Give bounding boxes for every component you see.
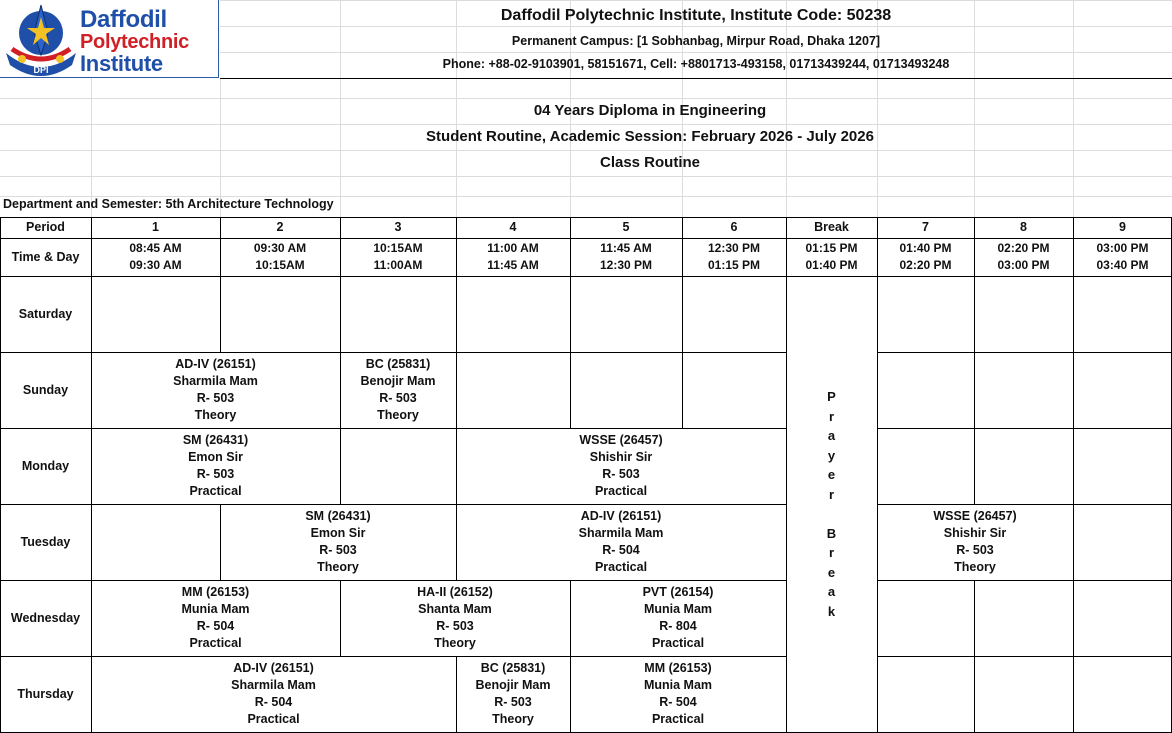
gridline [456, 78, 457, 217]
table-border-line [456, 352, 457, 428]
gridline [1073, 78, 1074, 217]
table-border-line [570, 276, 571, 352]
session-title: Student Routine, Academic Session: February 2026 - July 2026 [426, 128, 874, 145]
gridline [682, 78, 683, 217]
gridline [0, 124, 220, 125]
class-course: SM (26431) [305, 509, 371, 523]
table-border-line [1073, 276, 1074, 352]
gridline [0, 98, 220, 99]
time-end: 11:00AM [373, 258, 423, 272]
period-header-4: 4 [509, 220, 517, 234]
logo-emblem-icon [2, 3, 80, 77]
table-border-line [340, 276, 341, 352]
class-type: Theory [492, 712, 534, 726]
prayer-break-letter: a [827, 428, 836, 443]
class-course: SM (26431) [182, 433, 249, 447]
prayer-break-letter: r [828, 408, 835, 424]
day-monday: Monday [21, 458, 70, 473]
time-start: 11:45 AM [600, 241, 652, 255]
time-start: 09:30 AM [253, 241, 307, 255]
class-room: R- 804 [659, 619, 697, 633]
table-border-line [91, 276, 92, 352]
prayer-break-letter: y [827, 447, 836, 463]
department-semester: Department and Semester: 5th Architecture Technology [3, 197, 334, 211]
class-type: Practical [189, 636, 242, 650]
period-header-8: 8 [1020, 220, 1027, 234]
time-slot-4 [456, 238, 570, 276]
class-teacher: Sharmila Mam [173, 374, 258, 388]
time-day-header: Time & Day [11, 249, 80, 264]
table-border-line [877, 352, 878, 428]
class-cell [456, 504, 786, 580]
class-room: R- 503 [494, 695, 532, 709]
table-border-line [1073, 504, 1074, 580]
prayer-break-letter: B [826, 525, 837, 541]
time-end: 01:40 PM [805, 258, 858, 272]
gridline [220, 124, 1172, 125]
gridline [0, 150, 220, 151]
period-header-6: 6 [730, 220, 738, 234]
class-course: BC (25831) [365, 357, 431, 371]
class-course: AD-IV (26151) [580, 509, 662, 523]
prayer-break-letter: e [827, 467, 836, 482]
gridline [220, 52, 1172, 53]
time-start: 08:45 AM [129, 241, 182, 255]
time-start: 02:20 PM [997, 241, 1050, 255]
day-saturday: Saturday [18, 306, 73, 321]
gridline [786, 78, 787, 217]
time-end: 11:45 AM [487, 258, 539, 272]
class-course: MM (26153) [644, 661, 712, 675]
prayer-break-letter: r [828, 545, 835, 560]
class-teacher: Shanta Mam [418, 602, 492, 616]
class-cell [220, 504, 456, 580]
table-border-line [1073, 352, 1074, 428]
time-start: 03:00 PM [1096, 241, 1149, 255]
class-type: Practical [651, 636, 705, 650]
class-cell [456, 428, 786, 504]
gridline [0, 176, 220, 177]
table-border-line [877, 580, 878, 656]
time-start: 12:30 PM [707, 241, 761, 255]
table-border-line [974, 580, 975, 656]
time-slot-3 [340, 238, 456, 276]
logo-text-institute: Institute [80, 51, 163, 76]
prayer-break-letter: r [828, 486, 835, 502]
time-start: 11:00 AM [487, 241, 539, 255]
gridline [220, 0, 1172, 1]
routine-title: Class Routine [599, 154, 701, 171]
class-type: Theory [194, 408, 237, 422]
gridline [974, 78, 975, 217]
day-wednesday: Wednesday [10, 610, 81, 625]
period-header-3: 3 [394, 220, 402, 234]
time-end: 09:30 AM [129, 258, 182, 272]
time-slot-5 [570, 238, 682, 276]
class-cell [877, 504, 1073, 580]
day-sunday: Sunday [22, 382, 69, 397]
table-border-line [220, 276, 221, 352]
time-end: 10:15AM [255, 258, 305, 272]
class-course: BC (25831) [480, 661, 546, 675]
time-slot-7 [877, 238, 974, 276]
prayer-break-letter: k [827, 603, 836, 619]
class-type: Theory [434, 636, 476, 650]
time-slot-1 [91, 238, 220, 276]
table-border-line [682, 352, 683, 428]
day-thursday: Thursday [17, 686, 74, 701]
class-room: R- 503 [956, 543, 994, 557]
class-room: R- 504 [602, 543, 640, 557]
table-border-line [340, 428, 341, 504]
time-slot-break [786, 238, 877, 276]
logo-text-polytechnic: Polytechnic [80, 31, 189, 53]
class-room: R- 504 [254, 695, 293, 709]
table-border-line [974, 656, 975, 732]
time-start: 10:15AM [373, 241, 423, 255]
time-start: 01:15 PM [805, 241, 858, 255]
gridline [220, 26, 1172, 27]
table-border-line [877, 428, 878, 504]
time-end: 03:40 PM [1096, 258, 1149, 272]
table-border-line [877, 656, 878, 732]
time-end: 01:15 PM [707, 258, 761, 272]
table-border-line [1073, 656, 1074, 732]
gridline [220, 150, 1172, 151]
time-end: 03:00 PM [997, 258, 1050, 272]
table-border-line [456, 276, 457, 352]
time-slot-8 [974, 238, 1073, 276]
time-slot-9 [1073, 238, 1172, 276]
institute-logo [0, 0, 219, 78]
table-border-line [220, 78, 1172, 79]
prayer-break-letter: e [827, 564, 836, 580]
table-border-line [877, 352, 1172, 353]
table-border-line [877, 656, 1172, 657]
table-border-line [1073, 428, 1074, 504]
period-header-2: 2 [276, 220, 284, 234]
class-type: Practical [594, 484, 648, 498]
time-slot-2 [220, 238, 340, 276]
day-tuesday: Tuesday [20, 534, 71, 549]
period-header: Period [26, 220, 65, 234]
class-teacher: Sharmila Mam [578, 526, 664, 540]
table-border-line [682, 276, 683, 352]
time-end: 02:20 PM [899, 258, 952, 272]
campus-address: Permanent Campus: [1 Sobhanbag, Mirpur Road, Dhaka 1207] [511, 34, 881, 48]
class-teacher: Emon Sir [188, 450, 243, 464]
class-cell [91, 352, 340, 428]
table-border-line [570, 352, 571, 428]
class-course: AD-IV (26151) [175, 357, 256, 371]
table-border-line [0, 276, 1172, 277]
class-teacher: Benojir Mam [360, 374, 436, 388]
class-room: R- 503 [319, 543, 357, 557]
class-type: Theory [317, 560, 359, 574]
class-teacher: Emon Sir [310, 526, 366, 540]
class-course: WSSE (26457) [933, 509, 1017, 523]
class-course: AD-IV (26151) [233, 661, 314, 675]
class-course: WSSE (26457) [579, 433, 663, 447]
period-header-9: 9 [1119, 220, 1126, 234]
table-border-line [91, 504, 92, 580]
time-end: 12:30 PM [599, 258, 653, 272]
class-type: Practical [651, 712, 705, 726]
class-room: R- 503 [379, 391, 417, 405]
class-teacher: Shishir Sir [589, 450, 653, 464]
gridline [220, 196, 1172, 197]
class-teacher: Shishir Sir [943, 526, 1007, 540]
class-cell [570, 656, 786, 732]
period-header-7: 7 [922, 220, 929, 234]
prayer-break-letter: P [827, 389, 836, 404]
table-border-line [974, 276, 975, 352]
class-teacher: Munia Mam [643, 602, 713, 616]
gridline [220, 98, 1172, 99]
class-cell [570, 580, 786, 656]
table-border-line [1073, 580, 1074, 656]
class-type: Theory [377, 408, 419, 422]
table-border-line [974, 352, 975, 428]
class-teacher: Munia Mam [643, 678, 713, 692]
class-course: PVT (26154) [642, 585, 714, 599]
period-header-5: 5 [622, 220, 630, 234]
class-cell [91, 656, 456, 732]
class-room: R- 503 [196, 391, 235, 405]
gridline [877, 78, 878, 217]
class-teacher: Sharmila Mam [231, 678, 316, 692]
table-border-line [877, 276, 878, 352]
class-room: R- 503 [602, 467, 640, 481]
class-course: MM (26153) [181, 585, 250, 599]
logo-text-daffodil: Daffodil [80, 6, 167, 33]
class-type: Practical [594, 560, 648, 574]
period-header-1: 1 [152, 220, 159, 234]
logo-badge-text: DPI [33, 65, 49, 75]
class-cell [91, 580, 340, 656]
period-header-break: Break [814, 220, 849, 234]
prayer-break-letter: a [827, 584, 836, 599]
gridline [220, 176, 1172, 177]
time-slot-6 [682, 238, 786, 276]
prayer-break-cell [786, 276, 877, 732]
class-cell [340, 580, 570, 656]
table-border-line [974, 428, 975, 504]
institute-title: Daffodil Polytechnic Institute, Institute Code: 50238 [500, 7, 892, 24]
gridline [340, 78, 341, 217]
table-border-line [877, 580, 1172, 581]
class-type: Theory [954, 560, 996, 574]
class-cell [456, 656, 570, 732]
program-title: 04 Years Diploma in Engineering [533, 102, 767, 119]
table-border-line [877, 428, 1172, 429]
class-cell [91, 428, 340, 504]
class-type: Practical [189, 484, 242, 498]
class-room: R- 504 [196, 619, 235, 633]
class-teacher: Munia Mam [181, 602, 250, 616]
class-course: HA-II (26152) [417, 585, 493, 599]
class-room: R- 503 [196, 467, 235, 481]
gridline [570, 78, 571, 217]
class-teacher: Benojir Mam [475, 678, 551, 692]
time-start: 01:40 PM [899, 241, 952, 255]
class-cell [340, 352, 456, 428]
class-room: R- 504 [659, 695, 697, 709]
phone-numbers: Phone: +88-02-9103901, 58151671, Cell: +8801713-493158, 01713439244, 01713493248 [442, 57, 950, 71]
class-room: R- 503 [436, 619, 474, 633]
class-type: Practical [247, 712, 300, 726]
